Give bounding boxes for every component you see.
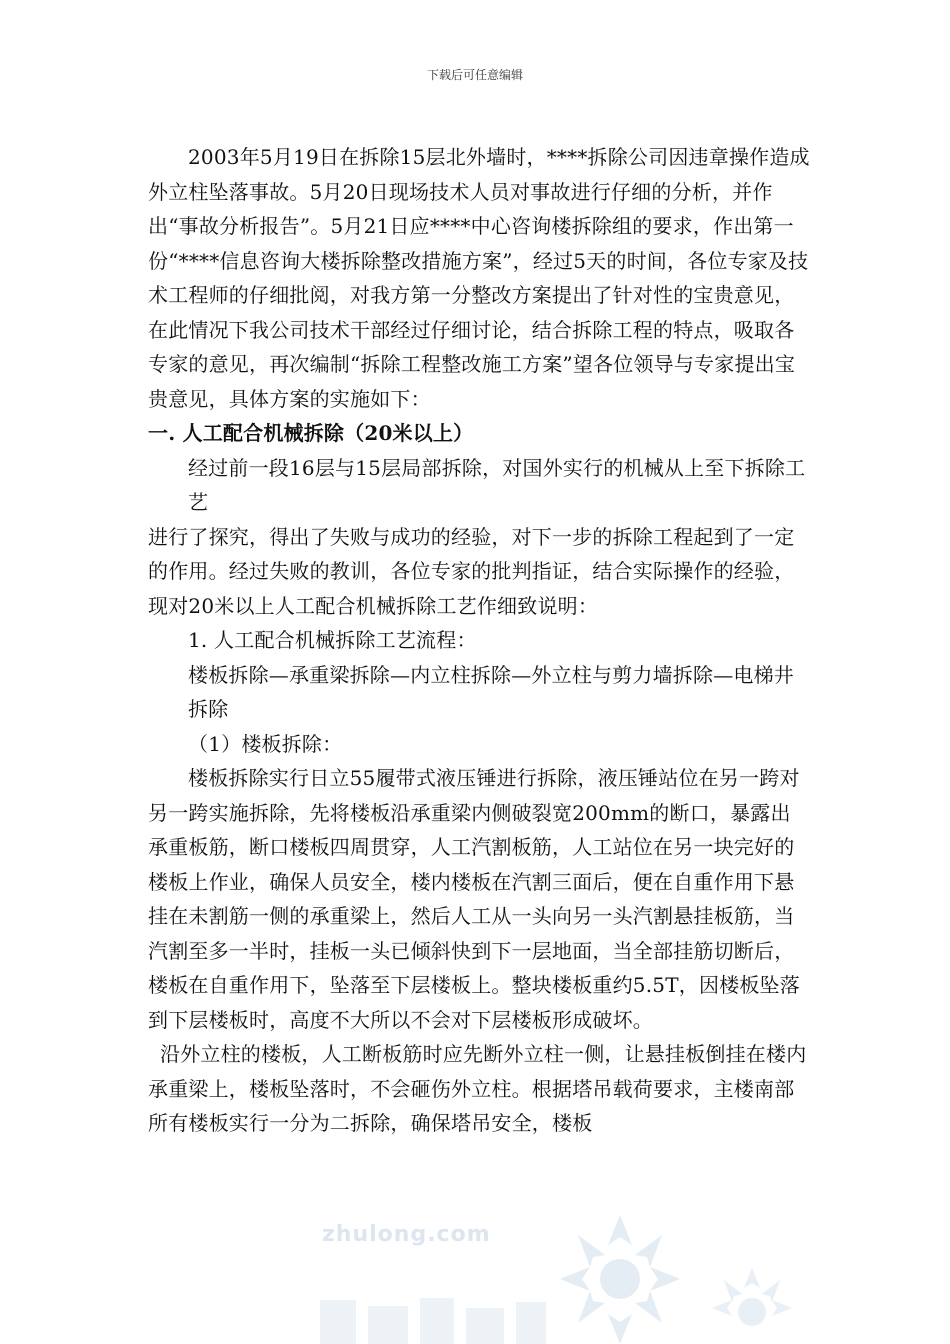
section-heading: 一. 人工配合机械拆除（20米以上） <box>148 421 474 445</box>
watermark-blocks-icon <box>320 1290 550 1344</box>
intro-paragraph: 2003年5月19日在拆除15层北外墙时，****拆除公司因违章操作造成外立柱坠落事故。5月20日现场技术人员对事故进行仔细的分析，并作出“事故分析报告”。5月21日应****中心咨询楼拆除组的要求，作出第一份“****信息咨询大楼拆除整改措施方案”，经过5天的时间，各位专家及技术工程师的仔细批阅，对我方第一分整改方案提出了针对性的宝贵意见，在此情况下我公司技术干部经过仔细讨论，结合拆除工程的特点，吸取各专家的意见，再次编制“拆除工程整改施工方案”望各位领导与专家提出宝贵意见，具体方案的实施如下： <box>148 145 810 411</box>
outer-column-paragraph: 沿外立柱的楼板，人工断板筋时应先断外立柱一侧，让悬挂板倒挂在楼内承重梁上，楼板坠落时，不会砸伤外立柱。根据塔吊载荷要求，主楼南部所有楼板实行一分为二拆除，确保塔吊安全，楼板 <box>148 1042 807 1135</box>
document-body <box>148 140 810 1141</box>
subsection-title: （1）楼板拆除： <box>188 731 343 756</box>
watermark-snowflake-icon <box>560 1215 680 1344</box>
header-note: 下载后可任意编辑 <box>426 68 523 82</box>
watermark-snowflake-icon-small <box>712 1268 792 1344</box>
process-flow: 楼板拆除—承重梁拆除—内立柱拆除—外立柱与剪力墙拆除—电梯井拆除 <box>188 662 794 721</box>
process-title: 1. 人工配合机械拆除工艺流程： <box>188 628 477 652</box>
slab-removal-paragraph: 楼板拆除实行日立55履带式液压锤进行拆除，液压锤站位在另一跨对另一跨实施拆除，先将楼板沿承重梁内侧破裂宽200mm的断口，暴露出承重板筋，断口楼板四周贯穿，人工汽割板筋，人工站位在另一块完好的楼板上作业，确保人员安全，楼内楼板在汽割三面后，便在自重作用下悬挂在未割筋一侧的承重梁上，然后人工从一头向另一头汽割悬挂板筋，当汽割至多一半时，挂板一头已倾斜快到下一层地面，当全部挂筋切断后，楼板在自重作用下，坠落至下层楼板上。整块楼板重约5.5T，因楼板坠落到下层楼板时，高度不大所以不会对下层楼板形成破坏。 <box>148 766 800 1032</box>
section-intro-continued: 进行了探究，得出了失败与成功的经验，对下一步的拆除工程起到了一定的作用。经过失败的教训，各位专家的批判指证，结合实际操作的经验，现对20米以上人工配合机械拆除工艺作细致说明： <box>148 524 795 618</box>
watermark-text: zhulong.com <box>322 1222 491 1247</box>
section-intro-line: 经过前一段16层与15层局部拆除，对国外实行的机械从上至下拆除工艺 <box>188 455 806 514</box>
